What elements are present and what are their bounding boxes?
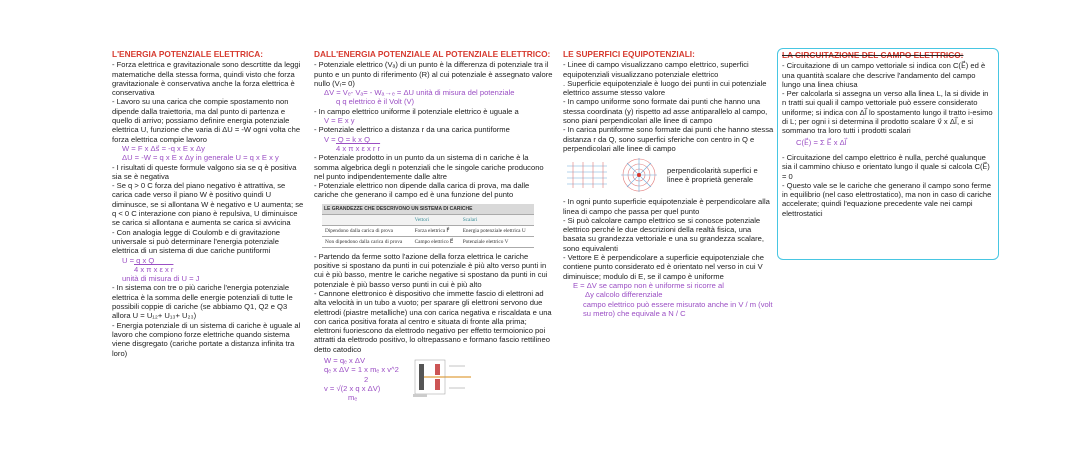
table-header: Vettori <box>412 214 460 225</box>
section-superfici-equipotenziali <box>563 50 775 318</box>
paragraph: - Circuitazione del campo elettrico è nulla, perché qualunque sia il cammino chiuso e orientato lungo il quale si calcola C(E⃗) = 0 <box>782 152 990 181</box>
table-header <box>322 214 412 225</box>
table-cell: Dipendono dalla carica di prova <box>322 225 412 236</box>
quantities-table <box>322 204 534 248</box>
paragraph: - In campo elettrico uniforme il potenziale elettrico è uguale a <box>314 106 519 116</box>
section-potenziale-elettrico <box>314 50 554 403</box>
paragraph: - Se q > 0 C forza del piano negativo è attrattiva, se carica cade verso il piano W è positivo quindi U diminusce, se si allontana W è negativo e U aumenta; se q < 0 C interazione con piano è repulsiva, U diminuisce se carica si allontana e aumenta se carica si avvicina <box>112 181 304 228</box>
electron-gun-diagram <box>413 356 475 400</box>
paragraph: - Potenziale prodotto in un punto da un sistema di n cariche è la somma algebrica degli n potenziali che le singole cariche producono nel punto indipendentemente dalle altre <box>314 153 544 181</box>
formula-denominator: mₑ <box>348 393 358 403</box>
paragraph: - Partendo da ferme sotto l'azione della forza elettrica le cariche positive si spostano da punti in cui potenziale è più alto verso punti in cui è più basso, mentre le cariche negative si spostano da punti in cui potenziale è più basso verso punti in cui è più alto <box>314 251 548 289</box>
formula: W = qₑ x ΔV <box>324 356 366 366</box>
paragraph: - In campo uniforme sono formate dai punti che hanno una stessa coordinata (y) rispetto ad asse antiparallelo al campo, sono piani perpendicolari alle linee di campo <box>563 97 768 126</box>
formula: V = E x y <box>324 116 355 126</box>
paragraph: - Linee di campo visualizzano campo elettrico, superfici equipotenziali visualizzano potenziale elettrico <box>563 60 749 79</box>
paragraph: - Circuitazione di un campo vettoriale si indica con C(E⃗) ed è una quantità scalare che descrive l'andamento del campo lungo una linea chiusa <box>782 61 986 89</box>
formula: C(E⃗) = Σ E⃗ x Δl⃗ <box>796 137 847 147</box>
paragraph: - Potenziale elettrico a distanza r da una carica puntiforme <box>314 125 510 135</box>
section-title: LA CIRCUITAZIONE DEL CAMPO ELETTRICO: <box>782 50 964 60</box>
table-cell: Forza elettrica F⃗ <box>412 225 460 236</box>
paragraph: - Forza elettrica e gravitazionale sono descrtitte da leggi matematiche della stessa forma, quindi visto che forza gravitazionale è conservativa anche la forza elettrica è conservativa <box>112 60 301 98</box>
paragraph: - Questo vale se le cariche che generano il campo sono ferme in equilibrio (nel caso elettrostatico), ma non in caso di cariche accelerate; quindi l'equazione precedente vale nei campi elettrostatici <box>782 180 992 218</box>
paragraph: - In ogni punto superficie equipotenziale è perpendicolare alla linea di campo che passa per quel punto <box>563 197 770 216</box>
paragraph: - Cannone elettronico è dispositivo che immette fascio di elettroni ad alta velocità in un tubo a vuoto; per sparare gli elettroni servono due elettrodi (piastre metalliche) una con carica negativa e riscaldata e una con carica positiva forata al centro e situata di fronte alla prima; elettroni fuoriescono da elettrodo negativo per effetto termoionico poi attratti da elettrodo positivo, lo oltrepassano e formano fascio rettilineo detto catodico <box>314 288 552 354</box>
section-circuitazione <box>777 48 999 260</box>
formula: W = F x Δs⃗ = -q x E x Δy <box>122 143 205 153</box>
table-cell: Potenziale elettrico V <box>460 236 534 247</box>
section-title: L'ENERGIA POTENZIALE ELETTRICA: <box>112 49 264 59</box>
paragraph: - Vettore E è perpendicolare a superficie equipotenziale che contiene punto considerato ed è orientato nel verso in cui V diminuisce; modulo di E, se il campo è uniforme <box>563 253 764 281</box>
section-energia-potenziale <box>112 50 304 358</box>
paragraph: - Lavoro su una carica che compie spostamento non dipende dalla traiettoria, ma dal punto di partenza e quello di arrivo; possiamo definire energia potenziale elettrica U, funzione che varia di ΔU = -W ogni volta che forza elettrica compie lavoro <box>112 97 301 144</box>
table-cell: Non dipendono dalla carica di prova <box>322 236 412 247</box>
paragraph: - Energia potenziale di un sistema di cariche è uguale al lavoro che compiono forze elettriche quando sistema viene disgregato (cariche portate a distanza infinita tra loro) <box>112 320 301 358</box>
formula: E = ΔV se campo non è uniforme si ricorre al <box>573 280 724 290</box>
formula: v = √(2 x q x ΔV) <box>324 383 381 393</box>
formula-numerator: U = q x Q <box>122 255 155 265</box>
paragraph: - Potenziale elettrico (Vₐ) di un punto è la differenza di potenziale tra il punto e un punto di riferimento (R) al cui potenziale è assegnato valore nullo (Vᵣ= 0) <box>314 60 553 88</box>
paragraph: - Per calcolarla si assegna un verso alla linea L, la si divide in n tratti sui quali il campo vettoriale può essere considerato uniforme; si indica con Δl⃗ lo spostamento lungo il tratto i-esimo di L; per ogni i si determina il prodotto scalare v⃗ x Δl⃗, e si sommano tra loro tutti i prodotti scalari <box>782 89 993 136</box>
formula-note: campo elettrico può essere misurato anche in V / m (volt su metro) che equivale a N / C <box>583 299 773 318</box>
table-header: Scalari <box>460 214 534 225</box>
formula-unit: unità di misura di U = J <box>122 274 200 284</box>
table-row <box>322 236 534 247</box>
point-charge-field-diagram <box>617 157 661 193</box>
formula-denominator: 4 x π x ε x r r <box>336 143 381 153</box>
table-caption: LE GRANDEZZE CHE DESCRIVONO UN SISTEMA DI CARICHE <box>322 204 534 215</box>
formula: ΔU = -W = q x E x Δy in generale U = q x E x y <box>122 153 279 163</box>
figure-caption: perpendicolarità superfici e linee è proprietà generale <box>667 165 758 185</box>
formula: Δy calcolo differenziale <box>585 290 663 300</box>
formula: qₑ x ΔV = 1 x mₑ x v^2 <box>324 365 399 375</box>
paragraph: - In carica puntiforme sono formate dai punti che hanno stessa distanza r da Q, sono superfici sferiche con centro in Q e perpendicolari alle linee di campo <box>563 125 774 153</box>
table-row <box>322 225 534 236</box>
formula-denominator: 4 x π x ε x r <box>134 264 174 274</box>
uniform-field-diagram <box>563 160 611 190</box>
formula-denominator: 2 <box>364 374 369 384</box>
table-cell: Energia potenziale elettrica U <box>460 225 534 236</box>
paragraph: - Con analogia legge di Coulomb e di gravitazione universale si può determinare l'energia potenziale elettrica di un sistema di due cariche puntiformi <box>112 227 281 256</box>
paragraph: - In sistema con tre o più cariche l'energia potenziale elettrica è la somma delle energie potenziali di tutte le possibili coppie di cariche (se abbiamo Q1, Q2 e Q3 allora U = U₁₂+ U₁₃+ U₂₃) <box>112 283 293 321</box>
formula-numerator: V = Q = k x Q <box>324 134 371 144</box>
section-title: LE SUPERFICI EQUIPOTENZIALI: <box>563 49 695 59</box>
section-title: DALL'ENERGIA POTENZIALE AL POTENZIALE ELETTRICO: <box>314 49 551 59</box>
table-cell: Campo elettrico E⃗ <box>412 236 460 247</box>
paragraph: - Si può calcolare campo elettrico se si conosce potenziale elettrico perché le due descrizioni della realtà fisica, una basata su grandezza vettoriale e una su grandezza scalare, sono equivalenti <box>563 215 764 253</box>
paragraph: - I risultati di queste formule valgono sia se q è positiva sia se è negativa <box>112 162 297 181</box>
formula: q q elettrico è il Volt (V) <box>336 97 415 107</box>
formula: ΔV = Vₑ- Vₐ= - Wₐ→ₑ = ΔU unità di misura del potenziale <box>324 88 515 98</box>
paragraph: . Superficie equipotenziale è luogo dei punti in cui potenziale elettrico assume stesso valore <box>563 78 767 98</box>
paragraph: - Potenziale elettrico non dipende dalla carica di prova, ma dalle cariche che generano il campo ed è una funzione del punto <box>314 181 530 200</box>
